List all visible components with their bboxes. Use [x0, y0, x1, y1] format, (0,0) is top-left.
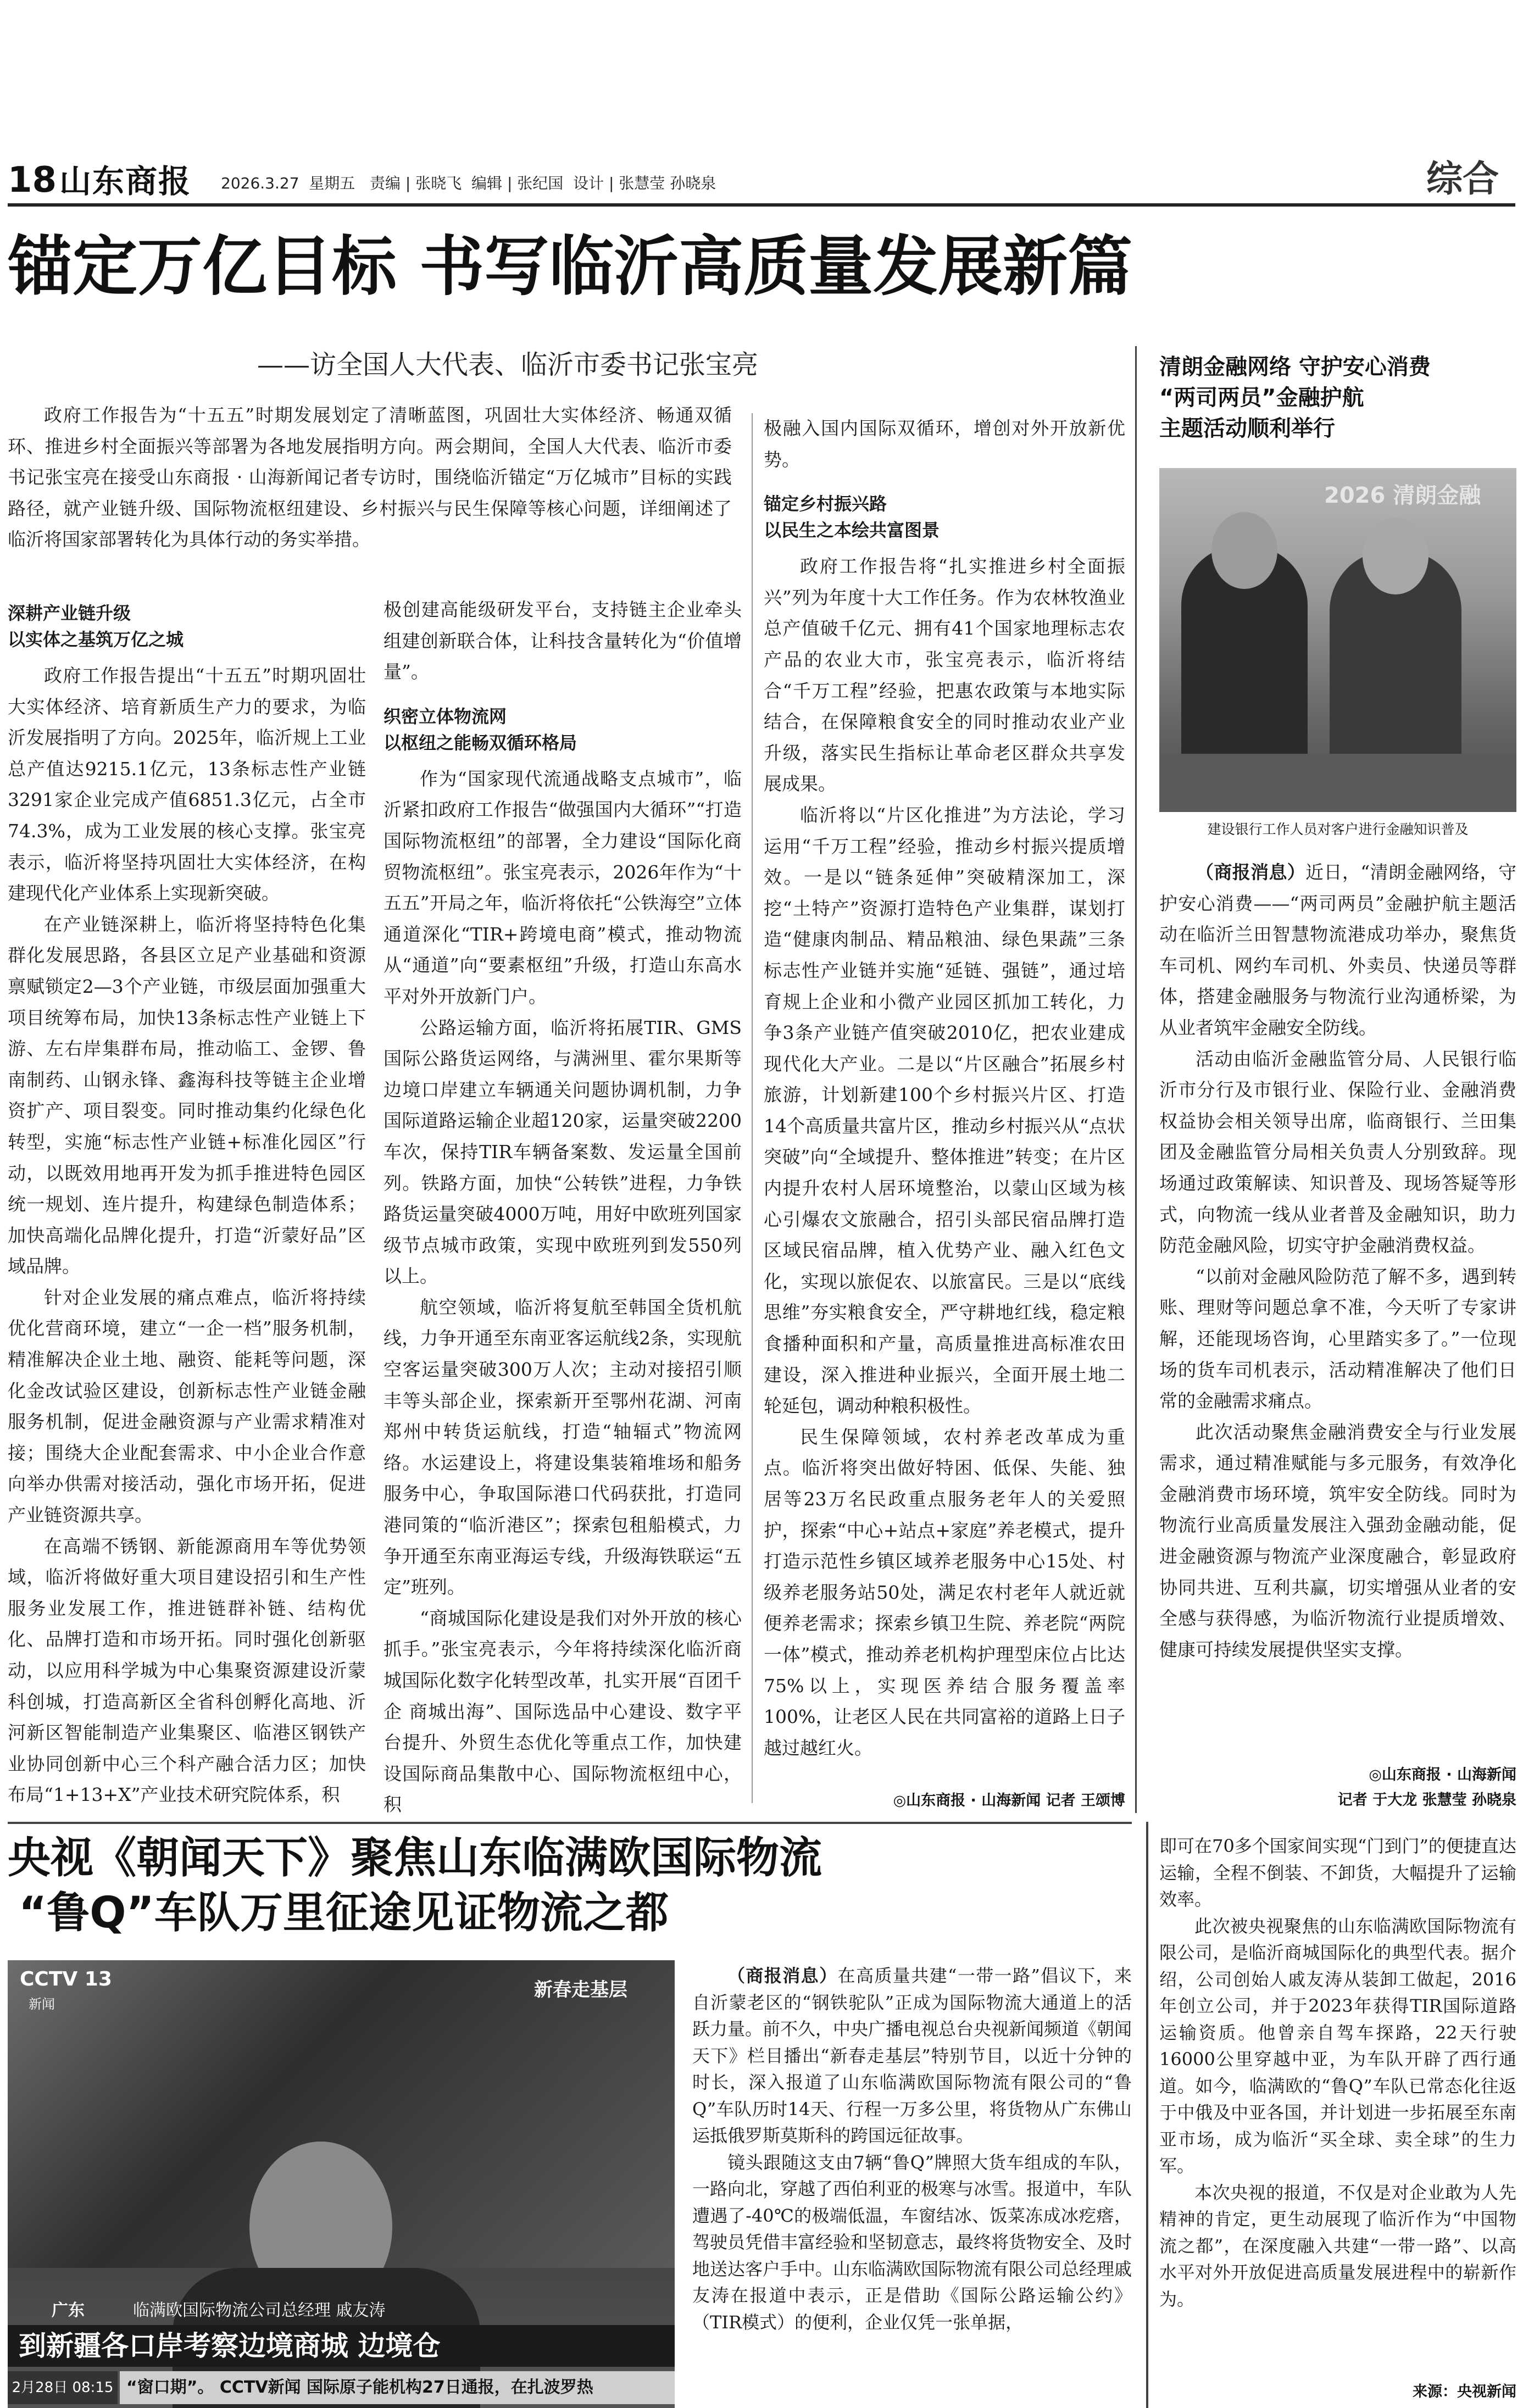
col2-paragraph: 作为“国家现代流通战略支点城市”，临沂紧扣政府工作报告“做强国内大循环”“打造国际物流枢纽”的部署，全力建设“国际化商贸物流枢纽”。张宝亮表示，2026年作为“十五五”开局之年，临沂将依托“公铁海空”立体通道深化“TIR+跨境电商”模式，推动物流从“通道”向“要素枢纽”升级，打造山东高水平对外开放新门户。	[383, 768, 742, 1007]
tv-channel-logo: CCTV 13	[20, 1968, 112, 1990]
divider	[1146, 1822, 1148, 2408]
bottom-source: 来源：央视新闻	[1413, 2383, 1516, 2400]
col3-paragraph: 极融入国内国际双循环，增创对外开放新优势。	[764, 418, 1125, 470]
side-paragraph-text: 近日，“清朗金融网络，守护安心消费——“两司两员”金融护航主题活动在临沂兰田智慧物流港成功举办，聚焦货车司机、网约车司机、外卖员、快递员等群体，搭建金融服务与物流行业沟通桥梁，为从业者筑牢金融安全防线。	[1159, 861, 1517, 1038]
divider	[752, 413, 753, 1803]
bottom-title	[8, 1831, 1129, 1940]
page-header	[0, 0, 1523, 220]
side-title-line: “两司两员”金融护航	[1159, 385, 1364, 410]
side-byline-line: ◎山东商报 · 山海新闻	[1369, 1766, 1516, 1783]
tv-location: 广东	[52, 2301, 85, 2320]
col1-paragraph: 针对企业发展的痛点难点，临沂将持续优化营商环境，建立“一企一档”服务机制，精准解决企业土地、融资、能耗等问题，深化金改试验区建设，创新标志性产业链金融服务机制，促进金融资源与产业需求精准对接；围绕大企业配套需求、中小企业合作意向举办供需对接活动，强化市场开拓，促进产业链资源共享。	[8, 1286, 366, 1526]
bottom-paragraph	[692, 1962, 1132, 2149]
tv-headline: 到新疆各口岸考察边境商城 边境仓	[8, 2325, 675, 2367]
side-byline	[1159, 1762, 1516, 1813]
side-photo	[1159, 468, 1516, 812]
col1-paragraph: 在高端不锈钢、新能源商用车等优势领域，临沂将做好重大项目建设招引和生产性服务业发展工作，推进链群补链、结构优化、品牌打造和市场开拓。同时强化创新驱动，以应用科学城为中心集聚资源建设沂蒙科创城，打造高新区全省科创孵化高地、沂河新区智能制造产业集聚区、临港区钢铁产业协同创新中心三个科产融合活力区；加快布局“1+13+X”产业技术研究院体系，积	[8, 1535, 366, 1806]
photo-person-left-head	[1211, 512, 1277, 589]
bottom-column-2	[1159, 1833, 1516, 2377]
main-title: 锚定万亿目标 书写临沂高质量发展新篇	[8, 229, 1133, 304]
main-byline: ◎山东商报 · 山海新闻 记者 王颂博	[893, 1792, 1125, 1809]
col2-paragraph: 航空领域，临沂将复航至韩国全货机航线，力争开通至东南亚客运航线2条，实现航空客运量突破300万人次；主动对接招引顺丰等头部企业，探索新开至鄂州花湖、河南郑州中转货运航线，打造“轴辐式”物流网络。水运建设上，将建设集装箱堆场和船务服务中心，争取国际港口代码获批，打造同港同策的“临沂港区”；探索包租船模式，力争开通至东南亚海运专线，升级海铁联运“五定”班列。	[383, 1296, 742, 1598]
col1-paragraph: 政府工作报告提出“十五五”时期巩固壮大实体经济、培育新质生产力的要求，为临沂发展指明了方向。2025年，临沂规上工业总产值达9215.1亿元，13条标志性产业链3291家企业完成产值6851.3亿元，占全市74.3%，成为工业发展的核心支撑。张宝亮表示，临沂将坚持巩固壮大实体经济，在构建现代化产业体系上实现新突破。	[8, 665, 366, 904]
divider	[1135, 346, 1137, 1813]
bottom-column-1	[692, 1962, 1132, 2408]
side-title-line: 主题活动顺利举行	[1159, 416, 1335, 441]
tv-program-logo: 新春走基层	[534, 1979, 627, 2001]
side-paragraph: 此次活动聚焦金融消费安全与行业发展需求，通过精准赋能与多元服务，有效净化金融消费市场环境，筑牢安全防线。同时为物流行业高质量发展注入强劲金融动能，促进金融资源与物流产业深度融合，彰显政府协同共进、互利共赢，切实增强从业者的安全感与获得感，为临沂物流行业提质增效、健康可持续发展提供坚实支撑。	[1159, 1421, 1516, 1660]
bottom-paragraph: 镜头跟随这支由7辆“鲁Q”牌照大货车组成的车队，一路向北，穿越了西伯利亚的极寒与冰雪。报道中，车队遭遇了-40℃的极端低温，车窗结冰、饭菜冻成冰疙瘩，驾驶员凭借丰富经验和坚韧意志，最终将货物安全、及时地送达客户手中。山东临满欧国际物流有限公司总经理戚友涛在报道中表示，正是借助《国际公路运输公约》（TIR模式）的便利，企业仅凭一张单据，	[692, 2151, 1132, 2333]
col3-paragraph: 临沂将以“片区化推进”为方法论，学习运用“千万工程”经验，推动乡村振兴提质增效。一是以“链条延伸”突破精深加工，深挖“土特产”资源打造特色产业集群，谋划打造“健康肉制品、精品粮油、绿色果蔬”三条标志性产业链并实施“延链、强链”，通过培育规上企业和小微产业园区抓加工转化，力争3条产业链产值突破2010亿，把农业建成现代化大产业。二是以“片区融合”拓展乡村旅游，计划新建100个乡村振兴片区、打造14个高质量共富片区，推动乡村振兴从“点状突破”向“全域提升、整体推进”转变；在片区内提升农村人居环境整治，以蒙山区域为核心引爆农文旅融合，招引头部民宿品牌打造区域民宿品牌，植入优势产业、融入红色文化，实现以旅促农、以旅富民。三是以“底线思维”夯实粮食安全，严守耕地红线，稳定粮食播种面积和产量，高质量推进高标准农田建设，深入推进种业振兴，全面开展土地二轮延包，调动种粮积极性。	[764, 804, 1125, 1417]
bottom-paragraph: 本次央视的报道，不仅是对企业敢为人先精神的肯定，更生动展现了临沂作为“中国物流之都”，在深度融入共建“一带一路”、以高水平对外开放促进高质量发展进程中的崭新作为。	[1159, 2182, 1516, 2310]
bottom-paragraph-text: 在高质量共建“一带一路”倡议下，来自沂蒙老区的“钢铁驼队”正成为国际物流大通道上的活跃力量。前不久，中央广播电视总台央视新闻频道《朝闻天下》栏目播出“新春走基层”特别节目，以近十分钟的时长，深入报道了山东临满欧国际物流有限公司的“鲁Q”车队历时14天、行程一万多公里，将货物从广东佛山运抵俄罗斯莫斯科的跨国远征故事。	[692, 1965, 1132, 2146]
tv-channel-name: 新闻	[29, 1997, 55, 2012]
col3-paragraph: 民生保障领域，农村养老改革成为重点。临沂将突出做好特困、低保、失能、独居等23万名民政重点服务老年人的关爱照护，探索“中心+站点+家庭”养老模式，提升打造示范性乡镇区域养老服务中心15处、村级养老服务站50处，满足农村老年人就近就便养老需求；探索乡镇卫生院、养老院“两院一体”模式，推动养老机构护理型床位占比达75%以上，实现医养结合服务覆盖率100%，让老区人民在共同富裕的道路上日子越过越红火。	[764, 1426, 1125, 1759]
bottom-lead: （商报消息）	[727, 1965, 838, 1986]
side-photo-caption: 建设银行工作人员对客户进行金融知识普及	[1207, 821, 1469, 837]
photo-backdrop-sign: 2026 清朗金融	[1324, 483, 1481, 508]
tv-ticker: “窗口期”。 CCTV新闻 国际原子能机构27日通报，在扎波罗热	[120, 2371, 675, 2404]
photo-table	[1159, 754, 1516, 812]
subhead-logistics: 织密立体物流网 以枢纽之能畅双循环格局	[383, 705, 577, 753]
side-title	[1159, 352, 1516, 444]
side-text	[1159, 857, 1516, 1756]
col2-paragraph: “商城国际化建设是我们对外开放的核心抓手。”张宝亮表示，今年将持续深化临沂商城国际化数字化转型改革，扎实开展“百团千企 商城出海”、国际选品中心建设、数字平台提升、外贸生态优化等重点工作，加快建设国际商品集散中心、国际物流枢纽中心，积	[383, 1607, 742, 1816]
subhead-rural: 锚定乡村振兴路 以民生之本绘共富图景	[764, 493, 940, 541]
main-lead	[8, 400, 732, 555]
main-column-1	[8, 594, 366, 1806]
tv-date: 2月28日 08:15	[8, 2371, 118, 2404]
bottom-title-line: 央视《朝闻天下》聚焦山东临满欧国际物流	[8, 1833, 822, 1883]
bottom-title-line: “鲁Q”车队万里征途见证物流之都	[19, 1888, 669, 1938]
main-column-3	[764, 413, 1125, 1784]
col1-paragraph: 在产业链深耕上，临沂将坚持特色化集群化发展思路，各县区立足产业基础和资源禀赋锁定2—3个产业链，市级层面加强重大项目统筹布局，加快13条标志性产业链上下游、左右岸集群布局，推动临工、金锣、鲁南制药、山钢永锋、鑫海科技等链主企业增资扩产、项目裂变。同时推动集约化绿色化转型，实施“标志性产业链+标准化园区”行动，以既效用地再开发为抓手推进特色园区统一规划、连片提升，构建绿色制造体系；加快高端化品牌化提升，打造“沂蒙好品”区域品牌。	[8, 913, 366, 1277]
col2-paragraph: 公路运输方面，临沂将拓展TIR、GMS国际公路货运网络，与满洲里、霍尔果斯等边境口岸建立车辆通关问题协调机制，力争国际道路运输企业超120家，运量突破2200车次，保持TIR车辆备案数、发运量全国前列。铁路方面，加快“公转铁”进程，力争铁路货运量突破4000万吨，用好中欧班列国家级节点城市政策，实现中欧班列到发550列以上。	[383, 1016, 742, 1287]
side-paragraph: “以前对金融风险防范了解不多，遇到转账、理财等问题总拿不准，今天听了专家讲解，还能现场咨询，心里踏实多了。”一位现场的货车司机表示，活动精准解决了他们日常的金融需求痛点。	[1159, 1265, 1516, 1412]
tv-person-caption: 临满欧国际物流公司总经理 戚友涛	[133, 2301, 386, 2320]
side-paragraph	[1159, 857, 1516, 1044]
col2-paragraph: 极创建高能级研发平台，支持链主企业牵头组建创新联合体，让科技含量转化为“价值增量”。	[383, 599, 742, 683]
section-name: 综合	[1426, 158, 1499, 200]
divider	[8, 1822, 1132, 1824]
bottom-paragraph: 即可在70多个国家间实现“门到门”的便捷直达运输，全程不倒装、不卸货，大幅提升了运输效率。	[1159, 1836, 1516, 1910]
header-rule	[8, 203, 1515, 207]
main-column-2	[383, 594, 742, 1816]
lead-paragraph: 政府工作报告为“十五五”时期发展划定了清晰蓝图，巩固壮大实体经济、畅通双循环、推进乡村全面振兴等部署为各地发展指明方向。两会期间，全国人大代表、临沂市委书记张宝亮在接受山东商报 · 山海新闻记者专访时，围绕临沂锚定“万亿城市”目标的实践路径，就产业链升级、国际物流枢纽建设、乡村振兴与民生保障等核心问题，详细阐述了临沂将国家部署转化为具体行动的务实举措。	[8, 404, 732, 550]
col3-paragraph: 政府工作报告将“扎实推进乡村全面振兴”列为年度十大工作任务。作为农林牧渔业总产值破千亿元、拥有41个国家地理标志农产品的农业大市，张宝亮表示，临沂将结合“千万工程”经验，把惠农政策与本地实际结合，在保障粮食安全的同时推动农业产业升级，落实民生指标让革命老区群众共享发展成果。	[764, 555, 1125, 795]
subhead-industry: 深耕产业链升级 以实体之基筑万亿之城	[8, 603, 184, 650]
side-lead: （商报消息）	[1196, 861, 1306, 883]
main-subtitle: ——访全国人大代表、临沂市委书记张宝亮	[257, 349, 759, 380]
side-paragraph: 活动由临沂金融监管分局、人民银行临沂市分行及市银行业、保险行业、金融消费权益协会相关领导出席，临商银行、兰田集团及金融监管分局相关负责人分别致辞。现场通过政策解读、知识普及、现场答疑等形式，向物流一线从业者普及金融知识，助力防范金融风险，切实守护金融消费权益。	[1159, 1048, 1516, 1256]
bottom-paragraph: 此次被央视聚焦的山东临满欧国际物流有限公司，是临沂商城国际化的典型代表。据介绍，公司创始人戚友涛从装卸工做起，2016年创立公司，并于2023年获得TIR国际道路运输资质。他曾亲自驾车探路，22天行驶16000公里穿越中亚，为车队开辟了西行通道。如今，临满欧的“鲁Q”车队已常态化往返于中俄及中亚各国，并计划进一步拓展至东南亚市场，成为临沂“买全球、卖全球”的生力军。	[1159, 1915, 1516, 2176]
tv-screenshot	[8, 1960, 675, 2408]
header-info: 2026.3.27 星期五 责编 | 张晓飞 编辑 | 张纪国 设计 | 张慧莹 孙晓泉	[221, 174, 716, 192]
page-number: 18	[8, 160, 57, 201]
side-byline-line: 记者 于大龙 张慧莹 孙晓泉	[1337, 1792, 1516, 1809]
photo-person-right-head	[1363, 518, 1428, 594]
side-title-line: 清朗金融网络 守护安心消费	[1159, 354, 1431, 380]
paper-name: 山东商报	[59, 163, 192, 200]
